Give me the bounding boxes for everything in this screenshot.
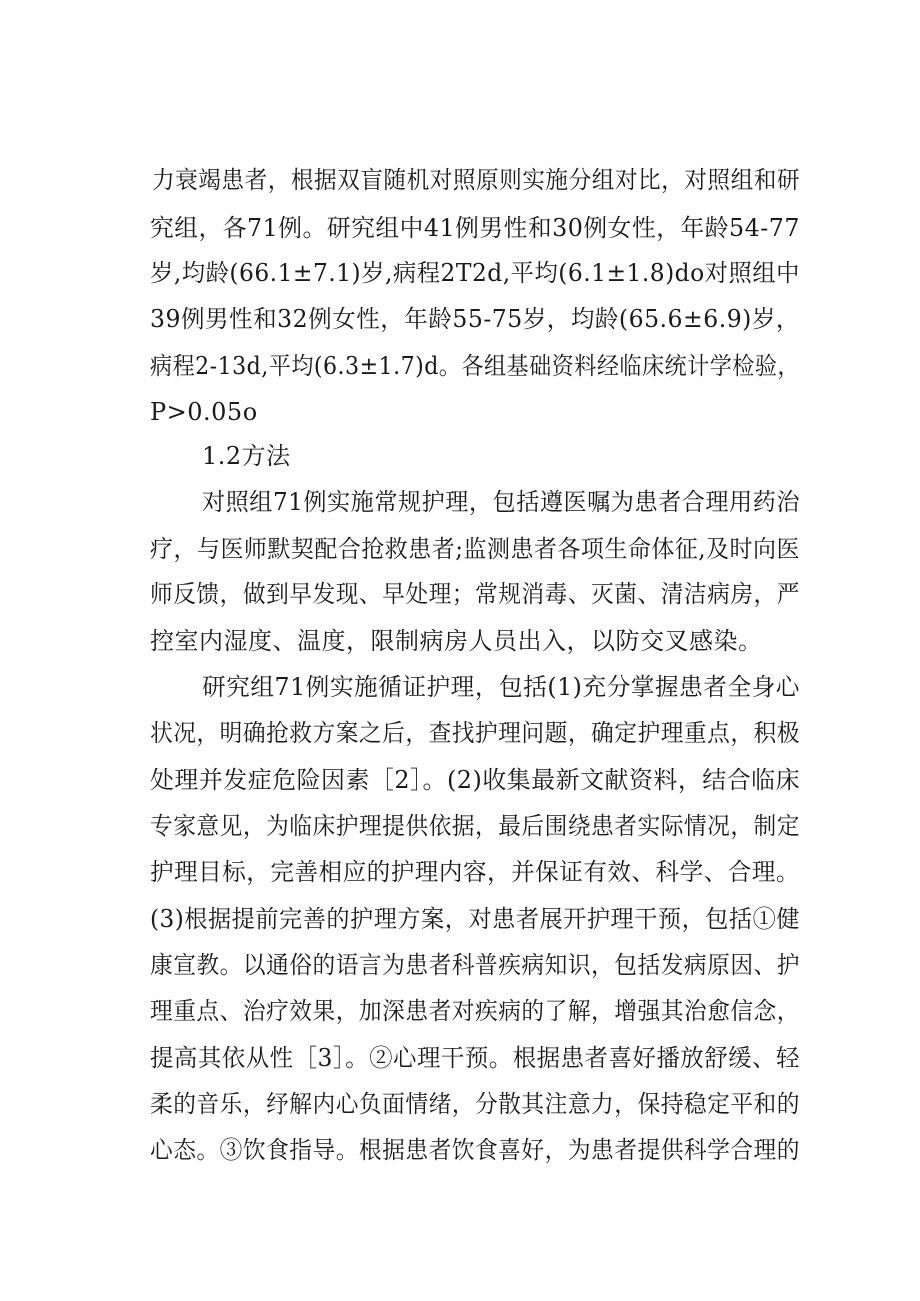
- text-line-21: 柔的音乐，纾解内心负面情绪，分散其注意力，保持稳定平和的: [150, 1090, 800, 1118]
- text-line-12: 研究组71例实施循证护理，包括(1)充分掌握患者全身心: [202, 673, 800, 701]
- text-line-8: 对照组71例实施常规护理，包括遵医嘱为患者合理用药治: [202, 488, 800, 516]
- section-heading: 1.2方法: [202, 442, 291, 470]
- text-line-13: 状况，明确抢救方案之后，查找护理问题，确定护理重点，积极: [150, 719, 800, 747]
- text-line-11: 控室内湿度、温度，限制病房人员出入，以防交叉感染。: [150, 627, 763, 655]
- text-line-20: 提高其依从性［3］。②心理干预。根据患者喜好播放舒缓、轻: [150, 1044, 800, 1072]
- text-line-14: 处理并发症危险因素［2］。(2)收集最新文献资料，结合临床: [150, 766, 801, 794]
- text-line-18: 康宣教。以通俗的语言为患者科普疾病知识，包括发病原因、护: [150, 951, 800, 979]
- text-line-1: 力衰竭患者，根据双盲随机对照原则实施分组对比，对照组和研: [152, 166, 800, 194]
- text-line-15: 专家意见，为临床护理提供依据，最后围绕患者实际情况，制定: [150, 812, 800, 840]
- text-line-10: 师反馈，做到早发现、早处理；常规消毒、灭菌、清洁病房，严: [150, 580, 800, 608]
- text-line-4: 39例男性和32例女性，年龄55-75岁，均龄(65.6±6.9)岁，: [150, 305, 800, 333]
- text-line-16: 护理目标，完善相应的护理内容，并保证有效、科学、合理。: [150, 858, 800, 886]
- text-line-6: P>0.05o: [150, 398, 258, 426]
- text-line-19: 理重点、治疗效果，加深患者对疾病的了解，增强其治愈信念，: [150, 997, 800, 1025]
- text-line-17: (3)根据提前完善的护理方案，对患者展开护理干预，包括①健: [150, 905, 800, 933]
- text-line-2: 究组，各71例。研究组中41例男性和30例女性，年龄54-77: [150, 214, 801, 242]
- text-line-3: 岁,均龄(66.1±7.1)岁,病程2T2d,平均(6.1±1.8)do对照组中: [150, 259, 800, 287]
- text-line-9: 疗，与医师默契配合抢救患者;监测患者各项生命体征,及时向医: [150, 535, 801, 563]
- text-line-22: 心态。③饮食指导。根据患者饮食喜好，为患者提供科学合理的: [150, 1136, 800, 1164]
- text-line-5: 病程2-13d,平均(6.3±1.7)d。各组基础资料经临床统计学检验，: [150, 352, 801, 380]
